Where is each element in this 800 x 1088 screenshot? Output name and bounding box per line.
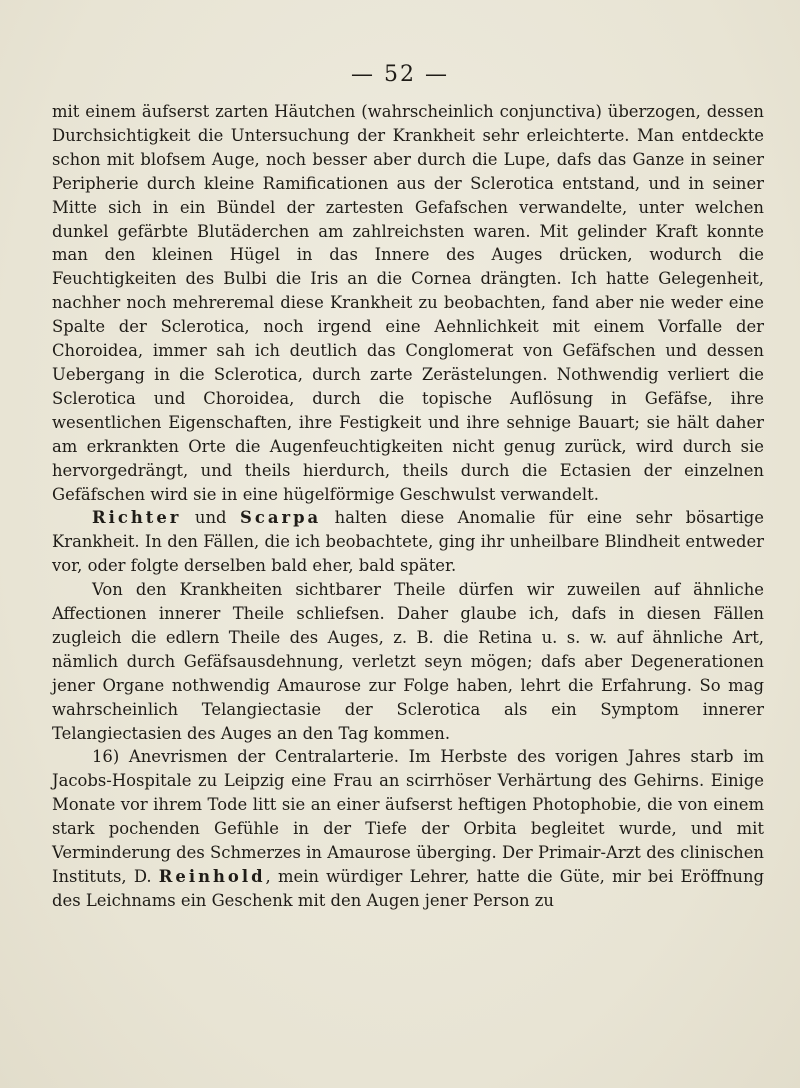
page-number: — 52 — — [351, 62, 449, 87]
paragraph-4 — [52, 745, 764, 912]
paragraph-4-text-after: , mein würdiger Lehrer, hatte die Güte, mir bei Eröffnung des Leichnams ein Geschenk mit den Augen jener Person zu — [52, 867, 764, 910]
paragraph-1: mit einem äufserst zarten Häutchen (wahrscheinlich conjunctiva) überzogen, dessen Durchsichtigkeit die Untersuchung der Krankheit sehr erleichterte. Man entdeckte schon mit blofsem Auge, noch besser aber durch die Lupe, dafs das Ganze in seiner Peripherie durch kleine Ramificationen aus der Sclerotica entstand, und in seiner Mitte sich in ein Bündel der zartesten Gefafschen verwandelte, unter welchen dunkel gefärbte Blutäderchen am zahlreichsten waren. Mit gelinder Kraft konnte man den kleinen Hügel in das Innere des Auges drücken, wodurch die Feuchtigkeiten des Bulbi die Iris an die Cornea drängten. Ich hatte Gelegenheit, nachher noch mehreremal diese Krankheit zu beobachten, fand aber nie weder eine Spalte der Sclerotica, noch irgend eine Aehnlichkeit mit einem Vorfalle der Choroidea, immer sah ich deutlich das Conglomerat von Gefäfschen und dessen Uebergang in die Sclerotica, durch zarte Zerästelungen. Nothwendig verliert die Sclerotica und Choroidea, durch die topische Auflösung in Gefäfse, ihre wesentlichen Eigenschaften, ihre Festigkeit und ihre sehnige Bauart; sie hält daher am erkrankten Orte die Augenfeuchtigkeiten nicht genug zurück, wird durch sie hervorgedrängt, und theils hierdurch, theils durch die Ectasien der einzelnen Gefäfschen wird sie in eine hügelförmige Geschwulst verwandelt. — [52, 102, 764, 504]
author-name-scarpa: Scarpa — [240, 508, 322, 528]
body-text — [52, 100, 764, 913]
paragraph-2 — [52, 506, 764, 578]
paragraph-2-text: halten diese Anomalie für eine sehr bösartige Krankheit. In den Fällen, die ich beobachtete, ging ihr unheilbare Blindheit entweder vor, oder folgte derselben bald eher, bald später. — [52, 508, 764, 576]
person-name-reinhold: Reinhold — [158, 867, 266, 886]
paragraph-3: Von den Krankheiten sichtbarer Theile dürfen wir zuweilen auf ähnliche Affectionen innerer Theile schliefsen. Daher glaube ich, dafs in diesen Fällen zugleich die edlern Theile des Auges, z. B. die Retina u. s. w. auf ähnliche Art, nämlich durch Gefäfsausdehnung, verletzt seyn mögen; dafs aber Degenerationen jener Organe nothwendig Amaurose zur Folge haben, lehrt die Erfahrung. So mag wahrscheinlich Telangiectasie der Sclerotica als ein Symptom innerer Telangiectasien des Auges an den Tag kommen. — [52, 580, 764, 743]
conjunction: und — [181, 508, 241, 528]
paragraph-4-text-before: 16) Anevrismen der Centralarterie. Im Herbste des vorigen Jahres starb im Jacobs-Hospitale zu Leipzig eine Frau an scirrhöser Verhärtung des Gehirns. Einige Monate vor ihrem Tode litt sie an einer äufserst heftigen Photophobie, die von einem stark pochenden Gefühle in der Tiefe der Orbita begleitet wurde, und mit Verminderung des Schmerzes in Amaurose überging. Der Primair-Arzt des clinischen Instituts, D. — [52, 747, 764, 886]
author-name-richter: Richter — [92, 508, 182, 528]
